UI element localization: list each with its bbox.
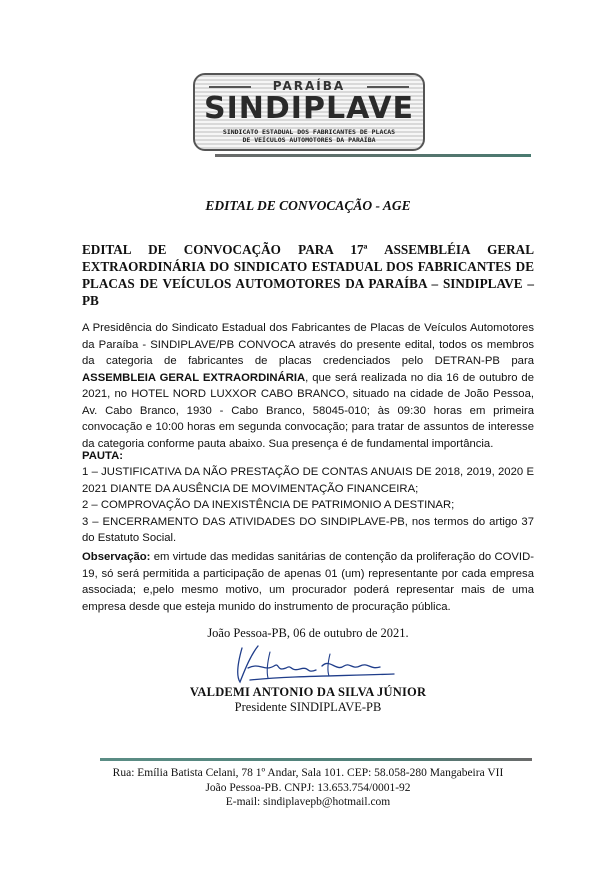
observation-text: em virtude das medidas sanitárias de contenção da proliferação do COVID-19, só será permitida a participação de apenas 01 (um) representante por cada empresa associada; e,pelo mesmo motivo, um procurador poderá representar mais de uma empresa desde que esteja munido do instrumento de procuração pública. (82, 551, 534, 613)
heading-line-3: PLACAS DE VEÍCULOS AUTOMOTORES DA PARAÍBA – SINDIPLAVE –PB (82, 276, 534, 308)
header-divider (215, 154, 531, 157)
logo-subtitle-line1: SINDICATO ESTADUAL DOS FABRICANTES DE PLACAS (222, 128, 396, 136)
logo-name: SINDIPLAVE (204, 91, 414, 126)
logo-rule-right (367, 86, 409, 88)
intro-paragraph (82, 320, 534, 452)
document-date: João Pessoa-PB, 06 de outubro de 2021. (207, 626, 409, 640)
sindiplave-logo (193, 73, 425, 151)
agenda-item: 3 – ENCERRAMENTO DAS ATIVIDADES DO SINDIPLAVE-PB, nos termos do artigo 37 do Estatuto Social. (82, 515, 534, 544)
footer-city-cnpj: João Pessoa-PB. CNPJ: 13.653.754/0001-92 (205, 781, 411, 794)
agenda-title: PAUTA: (82, 450, 123, 462)
heading-line-2: EXTRAORDINÁRIA DO SINDICATO ESTADUAL DOS FABRICANTES DE (82, 259, 534, 274)
heading-line-1: EDITAL DE CONVOCAÇÃO PARA 17ª ASSEMBLÉIA GERAL (82, 242, 534, 257)
signer-name: VALDEMI ANTONIO DA SILVA JÚNIOR (189, 685, 427, 699)
observation-label: Observação: (82, 551, 151, 563)
document-heading (82, 241, 534, 309)
footer-email: E-mail: sindiplavepb@hotmail.com (225, 796, 391, 808)
observation-paragraph (82, 549, 534, 615)
agenda-list (82, 464, 534, 547)
intro-text-after: , que será realizada no dia 16 de outubro de 2021, no HOTEL NORD LUXXOR CABO BRANCO, situado na cidade de João Pessoa, Av. Cabo Branco, 1930 - Cabo Branco, 58045-010; às 09:30 horas em primeira convocação e 10:00 horas em segunda convocação; para tratar de assuntos de interesse da categoria conforme pauta abaixo. Sua presença é de fundamental importância. (82, 371, 534, 450)
logo-state: PARAÍBA (272, 79, 346, 93)
intro-text-before: A Presidência do Sindicato Estadual dos Fabricantes de Placas de Veículos Automotores da Paraíba - SINDIPLAVE/PB CONVOCA através do presente edital, todos os membros da categoria de fabricantes de placas credenciados pelo DETRAN-PB para (82, 322, 534, 367)
agenda-item: 2 – COMPROVAÇÃO DA INEXISTÊNCIA DE PATRIMONIO A DESTINAR; (82, 499, 455, 511)
document-subtitle: EDITAL DE CONVOCAÇÃO - AGE (205, 198, 411, 213)
signer-role: Presidente SINDIPLAVE-PB (234, 700, 382, 714)
handwritten-signature (230, 642, 400, 686)
footer (0, 766, 616, 810)
agenda-item: 1 – JUSTIFICATIVA DA NÃO PRESTAÇÃO DE CONTAS ANUAIS DE 2018, 2019, 2020 E 2021 DIANTE DA AUSÊNCIA DE MOVIMENTAÇÃO FINANCEIRA; (82, 466, 534, 495)
logo-subtitle-line2: DE VEÍCULOS AUTOMOTORES DA PARAÍBA (242, 136, 376, 144)
intro-text-bold: ASSEMBLEIA GERAL EXTRAORDINÁRIA (82, 371, 306, 384)
footer-divider (100, 758, 532, 761)
footer-address: Rua: Emília Batista Celani, 78 1º Andar, Sala 101. CEP: 58.058-280 Mangabeira VII (112, 767, 504, 779)
